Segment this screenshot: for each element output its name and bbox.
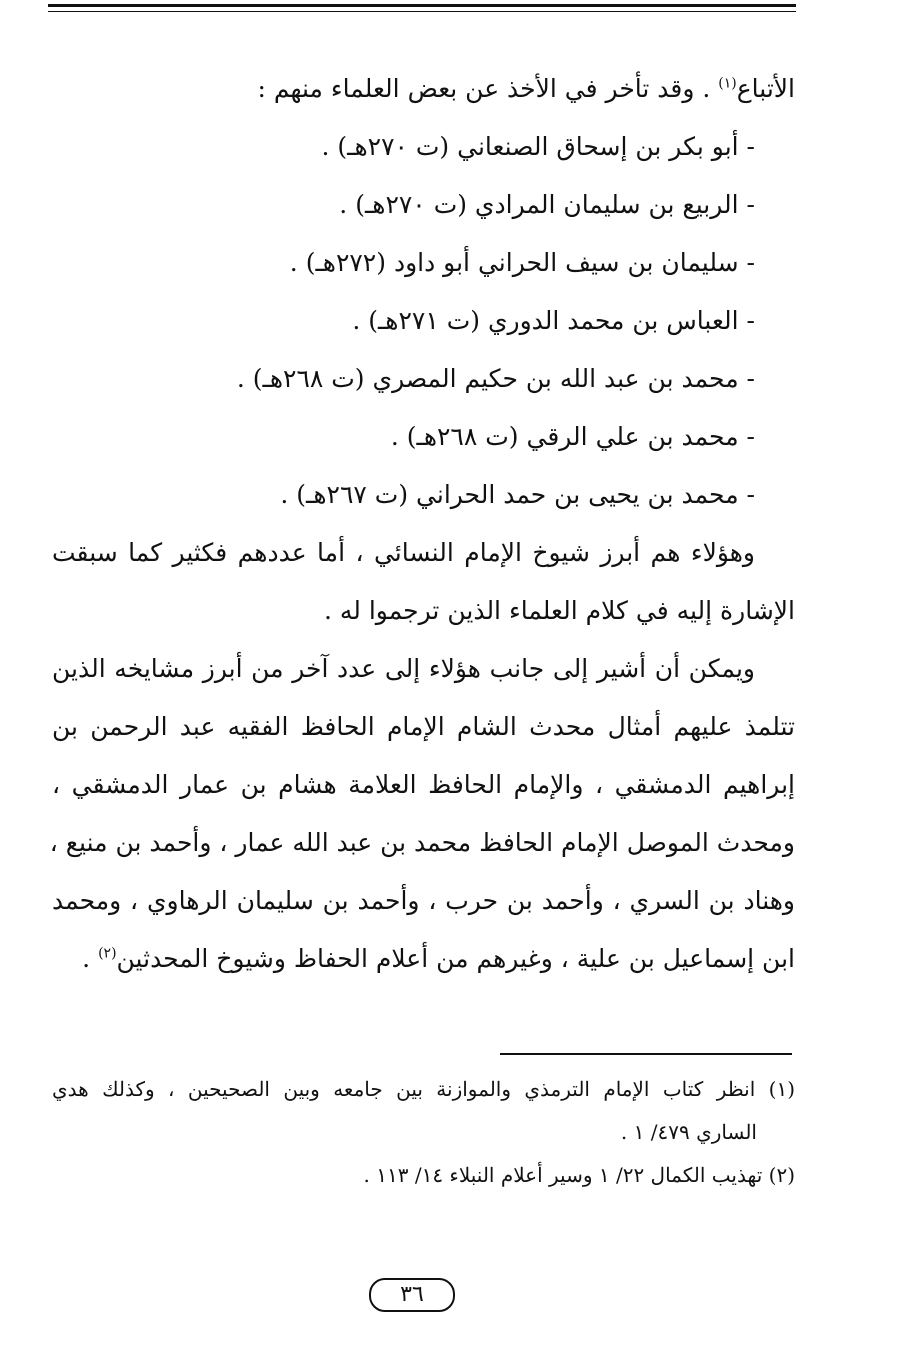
list-item: - الربيع بن سليمان المرادي (ت ٢٧٠هـ) . bbox=[339, 190, 755, 219]
footnote-ref-1[interactable]: (١) bbox=[718, 75, 737, 92]
list-item: - أبو بكر بن إسحاق الصنعاني (ت ٢٧٠هـ) . bbox=[321, 132, 755, 161]
text-line: ابن إسماعيل بن علية ، وغيرهم من أعلام الحفاظ وشيوخ المحدثين$^{(٢)}$ . bbox=[82, 944, 795, 973]
list-item: - العباس بن محمد الدوري (ت ٢٧١هـ) . bbox=[352, 306, 755, 335]
main-text bbox=[49, 60, 795, 988]
text-line: الأتباع$^{(١)}$ . وقد تأخر في الأخذ عن بعض العلماء منهم : bbox=[257, 74, 795, 103]
list-item: - محمد بن عبد الله بن حكيم المصري (ت ٢٦٨هـ) . bbox=[236, 364, 755, 393]
text-line: إبراهيم الدمشقي ، والإمام الحافظ العلامة هشام بن عمار الدمشقي ، bbox=[52, 770, 795, 799]
text-line: تتلمذ عليهم أمثال محدث الشام الإمام الحافظ الفقيه عبد الرحمن بن bbox=[52, 712, 795, 741]
header-rule-thick bbox=[48, 4, 796, 7]
footnote-1-continuation: الساري ٤٧٩/ ١ . bbox=[620, 1120, 757, 1144]
page-number: ٣٦ bbox=[369, 1278, 455, 1312]
list-item: - محمد بن علي الرقي (ت ٢٦٨هـ) . bbox=[390, 422, 755, 451]
footnotes bbox=[52, 1068, 795, 1197]
footnote-1: (١) انظر كتاب الإمام الترمذي والموازنة بين جامعه وبين الصحيحين ، وكذلك هدي bbox=[52, 1077, 795, 1101]
text-line: ويمكن أن أشير إلى جانب هؤلاء إلى عدد آخر من أبرز مشايخه الذين bbox=[52, 654, 755, 683]
list-item: - سليمان بن سيف الحراني أبو داود (٢٧٢هـ) . bbox=[289, 248, 755, 277]
list-item: - محمد بن يحيى بن حمد الحراني (ت ٢٦٧هـ) . bbox=[280, 480, 755, 509]
text-line: وهناد بن السري ، وأحمد بن حرب ، وأحمد بن سليمان الرهاوي ، ومحمد bbox=[52, 886, 795, 915]
text-line: ومحدث الموصل الإمام الحافظ محمد بن عبد الله عمار ، وأحمد بن منيع ، bbox=[49, 828, 795, 857]
footnote-separator bbox=[500, 1053, 792, 1055]
text-line: الإشارة إليه في كلام العلماء الذين ترجموا له . bbox=[324, 596, 795, 625]
header-rule-thin bbox=[48, 11, 796, 12]
footnote-2: (٢) تهذيب الكمال ٢٢/ ١ وسير أعلام النبلاء ١٤/ ١١٣ . bbox=[363, 1163, 795, 1187]
text-line: وهؤلاء هم أبرز شيوخ الإمام النسائي ، أما عددهم فكثير كما سبقت bbox=[52, 538, 755, 567]
footnote-ref-2[interactable]: (٢) bbox=[98, 945, 117, 962]
